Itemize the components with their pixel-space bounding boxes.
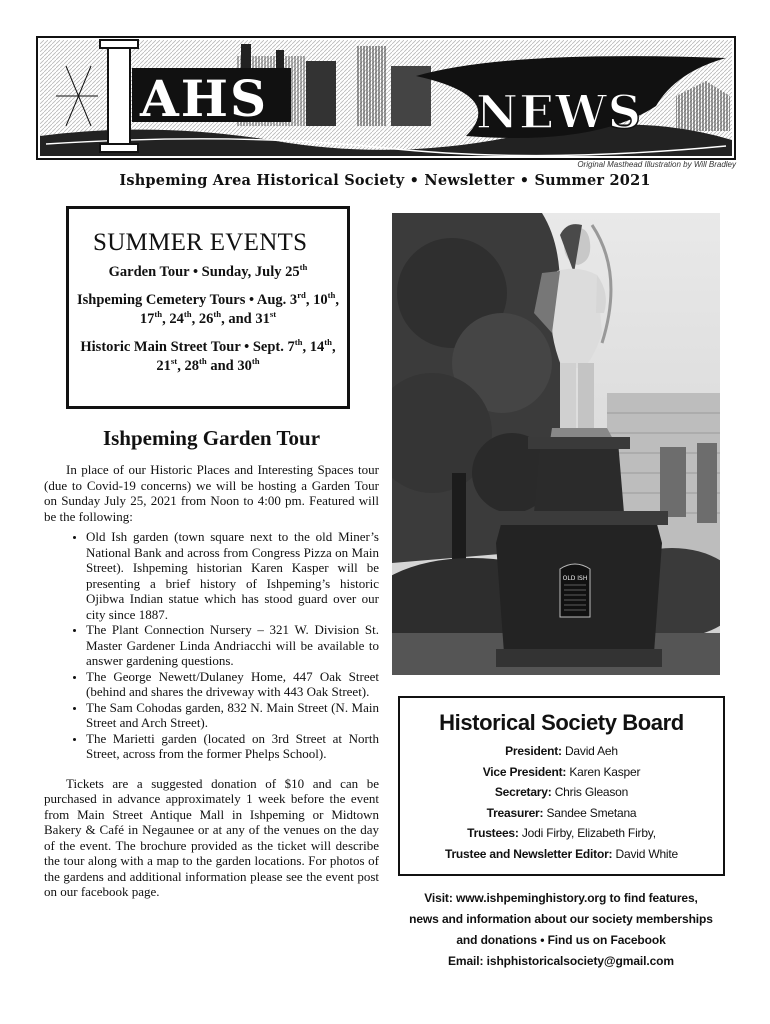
- board-secretary: Secretary: Chris Gleason: [494, 785, 629, 799]
- article-body: [44, 462, 379, 900]
- plaque-text: OLD ISH: [562, 575, 588, 582]
- board-president: President: David Aeh: [505, 744, 618, 758]
- article-intro: In place of our Historic Places and Interesting Spaces tour (due to Covid-19 concerns) we will be hosting a Garden Tour on Sunday July 25, 2021 from Noon to 4:00 pm. Featured will be the following:: [44, 462, 379, 524]
- garden-list: [44, 529, 379, 762]
- event-main-street-tour: Historic Main Street Tour • Sept. 7th, 14th, 21st, 28th and 30th: [80, 337, 336, 374]
- list-item: • The Marietti garden (located on 3rd Street at North Street, across from the former Phelps School).: [86, 731, 379, 762]
- svg-text:AHS: AHS: [140, 69, 269, 128]
- summer-events-title: SUMMER EVENTS: [93, 229, 308, 256]
- article-title: Ishpeming Garden Tour: [102, 426, 321, 450]
- event-cemetery-tours: Ishpeming Cemetery Tours • Aug. 3rd, 10th, 17th, 24th, 26th, and 31st: [77, 290, 339, 327]
- masthead-banner: [36, 36, 736, 160]
- visit-email[interactable]: Email: ishphistoricalsociety@gmail.com: [448, 954, 674, 968]
- newsletter-subtitle: Ishpeming Area Historical Society • Newsletter • Summer 2021: [119, 172, 651, 189]
- visit-info: [392, 888, 730, 972]
- event-garden-tour: Garden Tour • Sunday, July 25th: [108, 262, 308, 280]
- board-title: Historical Society Board: [439, 710, 684, 735]
- svg-text:NEWS: NEWS: [476, 85, 642, 139]
- board-trustees: Trustees: Jodi Firby, Elizabeth Firby,: [467, 826, 656, 840]
- visit-news-line: news and information about our society memberships: [409, 912, 713, 926]
- list-item: • The Plant Connection Nursery – 321 W. Division St. Master Gardener Linda Andriacchi will be available to answer gardening questions.: [86, 622, 379, 669]
- list-item: • The George Newett/Dulaney Home, 447 Oak Street (behind and shares the driveway with 443 Oak Street).: [86, 669, 379, 700]
- masthead-credit: Original Masthead Illustration by Will Bradley: [577, 160, 736, 169]
- ojibwa-statue-photo: [392, 213, 720, 675]
- board-treasurer: Treasurer: Sandee Smetana: [486, 805, 637, 820]
- board-editor: Trustee and Newsletter Editor: David White: [444, 846, 678, 861]
- list-item: • Old Ish garden (town square next to the old Miner’s National Bank and across from Congress Pizza on Main Street). Ishpeming historian Karen Kasper will be presenting a brief history of Ishpeming’s historic Ojibwa Indian statue which has stood guard over our city since 1887.: [86, 529, 379, 622]
- list-item: • The Sam Cohodas garden, 832 N. Main Street (N. Main Street and Arch Street).: [86, 700, 379, 731]
- visit-facebook[interactable]: and donations • Find us on Facebook: [456, 933, 666, 947]
- board-vice-president: Vice President: Karen Kasper: [482, 764, 641, 779]
- article-closing: Tickets are a suggested donation of $10 and can be purchased in advance approximately 1 week before the event from Main Street Antique Mall in Ishpeming or Midtown Bakery & Café in Negaunee or at any of the venues on the day of the event. The brochure provided as the ticket will describe the tour along with a map to the garden locations. For photos of the gardens and additional information please see the event post on our facebook page.: [44, 775, 379, 899]
- board-box: [398, 696, 725, 876]
- visit-website[interactable]: Visit: www.ishpeminghistory.org to find features,: [424, 891, 698, 905]
- summer-events-box: [66, 206, 350, 409]
